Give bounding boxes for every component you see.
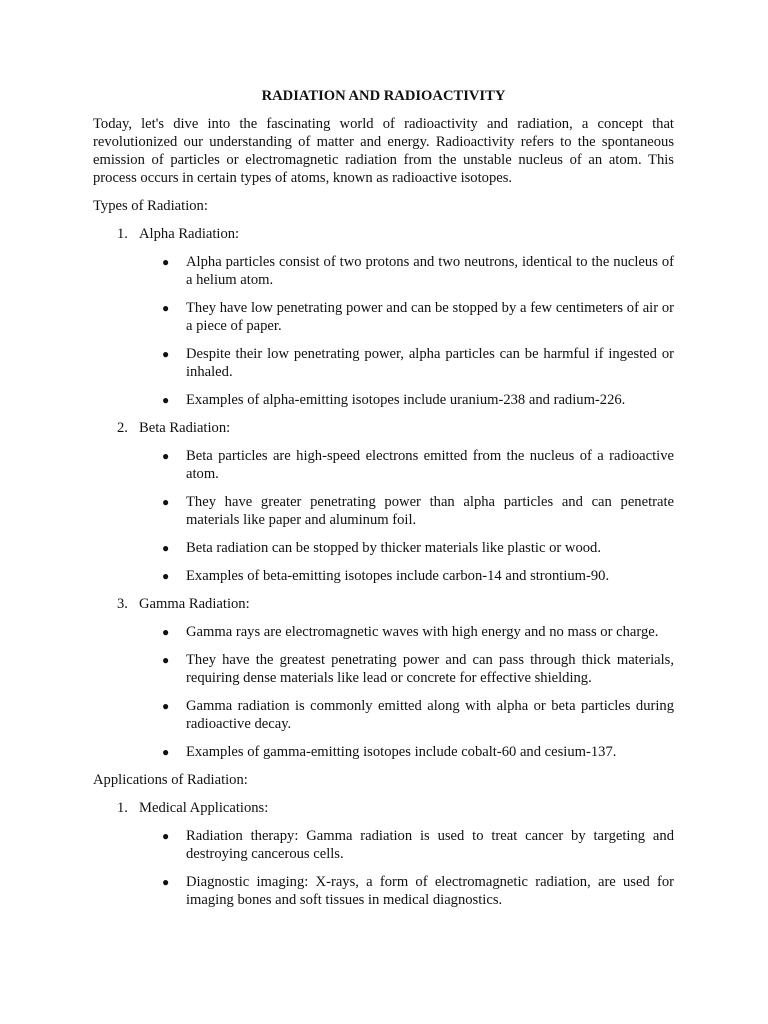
type-label: Beta Radiation:	[139, 420, 231, 436]
list-number: 1.	[117, 800, 128, 816]
bullet-list	[93, 827, 674, 909]
list-item: ● Beta radiation can be stopped by thicker materials like plastic or wood.	[162, 540, 601, 556]
list-item: ● Alpha particles consist of two protons and two neutrons, identical to the nucleus of a helium atom.	[162, 254, 674, 288]
bullet-icon: ●	[162, 653, 170, 667]
bullet-icon: ●	[162, 875, 170, 889]
bullet-list	[93, 623, 674, 761]
list-number: 3.	[117, 596, 128, 612]
list-item: ● Radiation therapy: Gamma radiation is used to treat cancer by targeting and destroying cancerous cells.	[162, 828, 674, 862]
applications-heading: Applications of Radiation:	[93, 772, 248, 788]
list-number: 1.	[117, 226, 128, 242]
bullet-icon: ●	[162, 347, 170, 361]
list-item: ● Gamma radiation is commonly emitted along with alpha or beta particles during radioactive decay.	[162, 698, 674, 732]
bullet-icon: ●	[162, 569, 170, 583]
document-title: RADIATION AND RADIOACTIVITY	[261, 88, 506, 104]
list-item: ● Despite their low penetrating power, alpha particles can be harmful if ingested or inhaled.	[162, 346, 674, 380]
intro-paragraph: Today, let's dive into the fascinating world of radioactivity and radiation, a concept that revolutionized our understanding of matter and energy. Radioactivity refers to the spontaneous emission of particles or electromagnetic radiation from the unstable nucleus of an atom. This process occurs in certain types of atoms, known as radioactive isotopes.	[93, 116, 674, 186]
application-item-medical	[93, 799, 674, 909]
applications-list	[93, 799, 674, 909]
list-item: ● They have the greatest penetrating power and can pass through thick materials, requiring dense materials like lead or concrete for effective shielding.	[162, 652, 674, 686]
bullet-icon: ●	[162, 301, 170, 315]
list-item: ● Examples of beta-emitting isotopes include carbon-14 and strontium-90.	[162, 568, 610, 584]
application-label: Medical Applications:	[139, 800, 269, 816]
type-item-beta	[93, 419, 674, 585]
bullet-list	[93, 447, 674, 585]
list-item: ● They have low penetrating power and can be stopped by a few centimeters of air or a piece of paper.	[162, 300, 674, 334]
type-label: Gamma Radiation:	[139, 596, 250, 612]
bullet-icon: ●	[162, 745, 170, 759]
bullet-icon: ●	[162, 699, 170, 713]
bullet-icon: ●	[162, 829, 170, 843]
list-item: ● Gamma rays are electromagnetic waves with high energy and no mass or charge.	[162, 624, 659, 640]
type-item-alpha	[93, 225, 674, 409]
list-item: ● Examples of alpha-emitting isotopes include uranium-238 and radium-226.	[162, 392, 626, 408]
list-item: ● Diagnostic imaging: X-rays, a form of electromagnetic radiation, are used for imaging bones and soft tissues in medical diagnostics.	[162, 874, 674, 908]
document-content	[93, 87, 674, 919]
bullet-icon: ●	[162, 495, 170, 509]
bullet-icon: ●	[162, 625, 170, 639]
list-number: 2.	[117, 420, 128, 436]
types-list	[93, 225, 674, 761]
bullet-icon: ●	[162, 541, 170, 555]
type-item-gamma	[93, 595, 674, 761]
bullet-icon: ●	[162, 393, 170, 407]
list-item: ● Beta particles are high-speed electrons emitted from the nucleus of a radioactive atom.	[162, 448, 674, 482]
type-label: Alpha Radiation:	[139, 226, 240, 242]
bullet-icon: ●	[162, 255, 170, 269]
bullet-icon: ●	[162, 449, 170, 463]
types-heading: Types of Radiation:	[93, 198, 208, 214]
list-item: ● Examples of gamma-emitting isotopes include cobalt-60 and cesium-137.	[162, 744, 617, 760]
bullet-list	[93, 253, 674, 409]
list-item: ● They have greater penetrating power than alpha particles and can penetrate materials like paper and aluminum foil.	[162, 494, 674, 528]
